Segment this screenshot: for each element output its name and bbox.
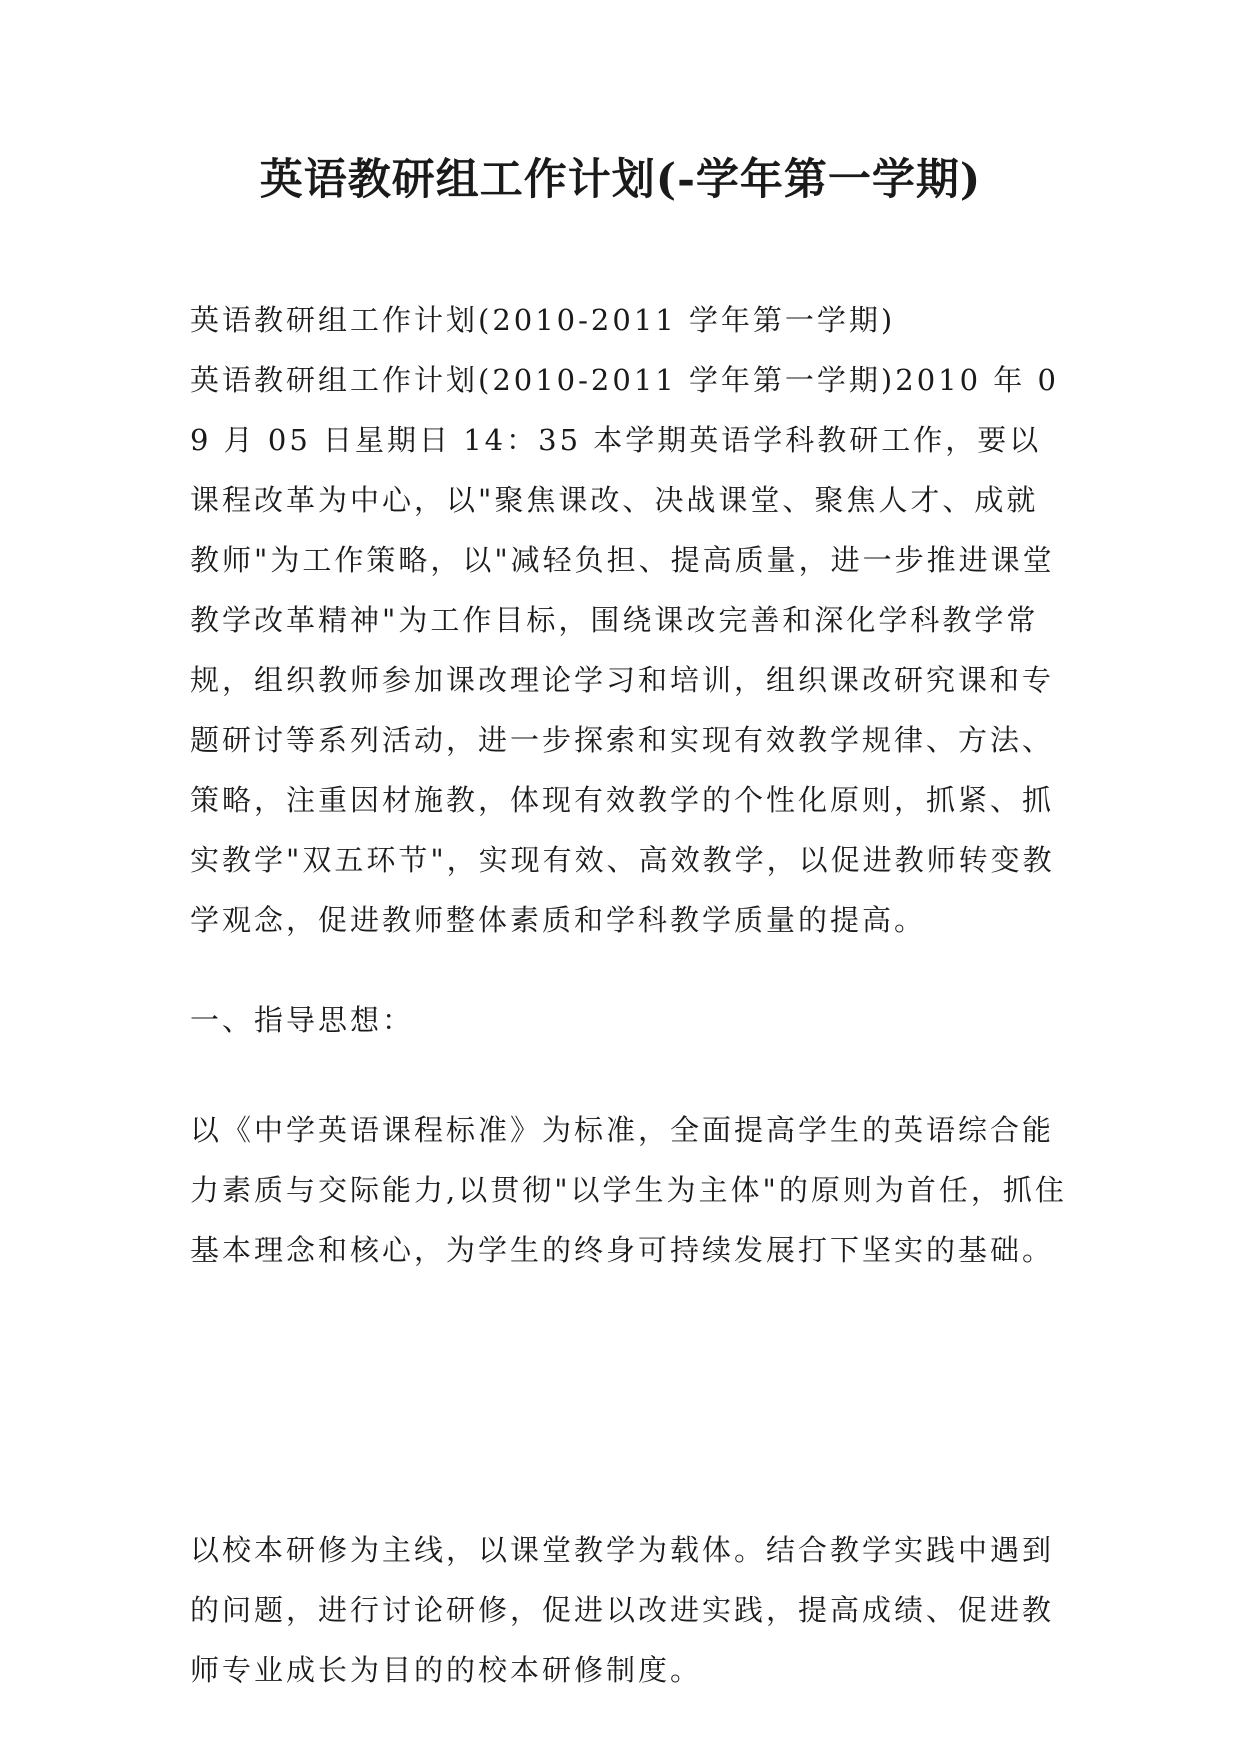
- intro-paragraph: 英语教研组工作计划(2010-2011 学年第一学期)2010 年 09 月 05 日星期日 14：35 本学期英语学科教研工作，要以课程改革为中心，以"聚焦课改、决战课堂、聚焦人才、成就教师"为工作策略，以"减轻负担、提高质量，进一步推进课堂教学改革精神"为工作目标，围绕课改完善和深化学科教学常规，组织教师参加课改理论学习和培训，组织课改研究课和专题研讨等系列活动，进一步探索和实现有效教学规律、方法、策略，注重因材施教，体现有效教学的个性化原则，抓紧、抓实教学"双五环节"，实现有效、高效教学，以促进教师转变教学观念，促进教师整体素质和学科教学质量的提高。: [190, 363, 1059, 937]
- document-subtitle: 英语教研组工作计划(2010-2011 学年第一学期): [190, 303, 896, 337]
- document-title: 英语教研组工作计划(-学年第一学期): [259, 155, 982, 205]
- section-heading: 一、指导思想：: [190, 1003, 415, 1037]
- method-paragraph: 以校本研修为主线，以课堂教学为载体。结合教学实践中遇到的问题，进行讨论研修，促进以改进实践，提高成绩、促进教师专业成长为目的的校本研修制度。: [190, 1533, 1055, 1687]
- guideline-paragraph: 以《中学英语课程标准》为标准，全面提高学生的英语综合能力素质与交际能力,以贯彻"以学生为主体"的原则为首任，抓住基本理念和核心，为学生的终身可持续发展打下坚实的基础。: [190, 1113, 1067, 1267]
